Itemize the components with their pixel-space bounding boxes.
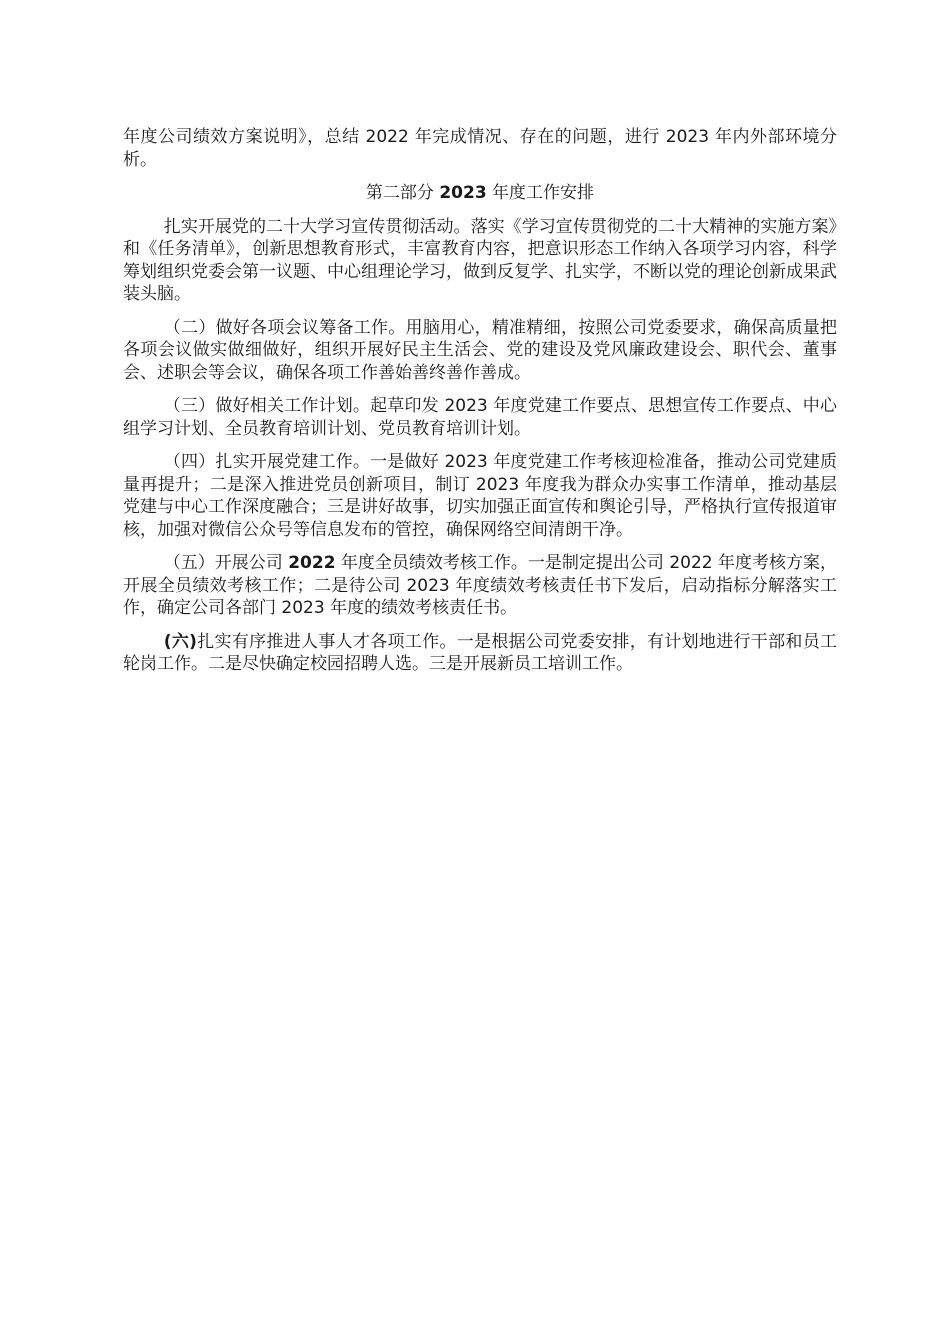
paragraph-study-activity: 扎实开展党的二十大学习宣传贯彻活动。落实《学习宣传贯彻党的二十大精神的实施方案》和《任务清单》，创新思想教育形式，丰富教育内容，把意识形态工作纳入各项学习内容，科学筹划组织党委会第一议题、中心组理论学习，做到反复学、扎实学，不断以党的理论创新成果武装头脑。	[123, 216, 837, 304]
paragraph-work-plan: （三）做好相关工作计划。起草印发 2023 年度党建工作要点、思想宣传工作要点、中心组学习计划、全员教育培训计划、党员教育培训计划。	[123, 396, 837, 439]
paragraph-party-building: （四）扎实开展党建工作。一是做好 2023 年度党建工作考核迎检准备，推动公司党建质量再提升；二是深入推进党员创新项目，制订 2023 年度我为群众办实事工作清单，推动基层党建与中心工作深度融合；三是讲好故事，切实加强正面宣传和舆论引导，严格执行宣传报道审核，加强对微信公众号等信息发布的管控，确保网络空间清朗干净。	[123, 452, 837, 540]
paragraph-meeting-preparation: （二）做好各项会议筹备工作。用脑用心，精准精细，按照公司党委要求，确保高质量把各项会议做实做细做好，组织开展好民主生活会、党的建设及党风廉政建设会、职代会、董事会、述职会等会议，确保各项工作善始善终善作善成。	[123, 317, 837, 383]
paragraph-personnel-prefix: (六)	[163, 631, 197, 652]
intro-paragraph: 年度公司绩效方案说明》，总结 2022 年完成情况、存在的问题，进行 2023 年内外部环境分析。	[123, 127, 837, 170]
paragraph-performance-year: 2022	[288, 553, 336, 573]
paragraph-performance-rest: 年度全员绩效考核工作。一是制定提出公司 2022 年度考核方案，开展全员绩效考核工作；二是待公司 2023 年度绩效考核责任书下发后，启动指标分解落实工作，确定公司各部门 2023 年度的绩效考核责任书。	[123, 553, 838, 618]
paragraph-personnel-work	[123, 631, 837, 676]
section-title	[123, 182, 837, 205]
paragraph-performance-assessment	[123, 552, 837, 620]
paragraph-personnel-rest: 扎实有序推进人事人才各项工作。一是根据公司党委安排，有计划地进行干部和员工轮岗工作。二是尽快确定校园招聘人选。三是开展新员工培训工作。	[123, 631, 837, 674]
document-page	[123, 126, 837, 687]
paragraph-performance-prefix: （五）开展公司	[163, 553, 289, 573]
section-title-suffix: 年度工作安排	[486, 183, 595, 203]
section-title-year: 2023	[439, 183, 487, 203]
section-title-prefix: 第二部分	[365, 183, 440, 203]
